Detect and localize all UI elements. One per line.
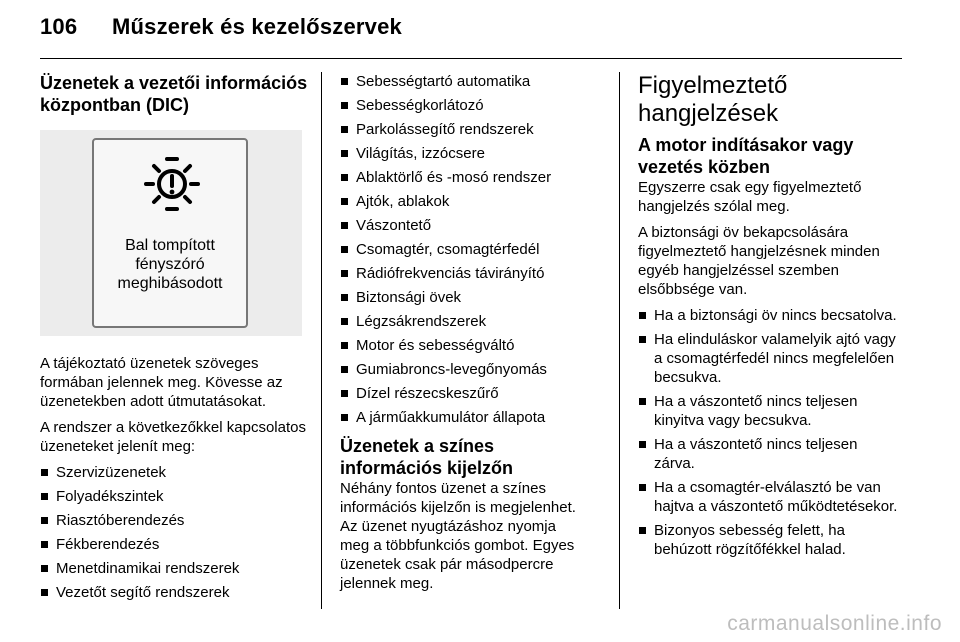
list-item: Világítás, izzócsere <box>340 144 580 163</box>
list-item: Csomagtér, csomagtérfedél <box>340 240 580 259</box>
list-item: Biztonsági övek <box>340 288 580 307</box>
header-rule <box>40 58 902 59</box>
column-3 <box>638 72 902 564</box>
column-2 <box>340 72 580 600</box>
list-item: Légzsákrendszerek <box>340 312 580 331</box>
chime-condition-list <box>638 306 902 559</box>
list-item: Ha a csomagtér-elválasztó be van hajtva a vászontető működtetésekor. <box>638 478 902 516</box>
list-item: Folyadékszintek <box>40 487 310 506</box>
message-category-list-cont <box>340 72 580 427</box>
list-item: A járműakkumulátor állapota <box>340 408 580 427</box>
paragraph: A tájékoztató üzenetek szöveges formában jelennek meg. Kövesse az üzenetekben adott útmutatásokat. <box>40 355 283 410</box>
watermark: carmanualsonline.info <box>727 612 942 635</box>
list-item: Rádiófrekvenciás távirányító <box>340 264 580 283</box>
list-item: Bizonyos sebesség felett, ha behúzott rögzítőfékkel halad. <box>638 521 902 559</box>
list-item: Ha a vászontető nincs teljesen zárva. <box>638 435 902 473</box>
dic-display-text <box>94 236 246 293</box>
page-header <box>40 14 402 40</box>
list-item: Ha a biztonsági öv nincs becsatolva. <box>638 306 902 325</box>
dic-heading: Üzenetek a vezetői információs központban (DIC) <box>40 73 308 115</box>
display-line: Bal tompított <box>125 237 215 254</box>
display-line: meghibásodott <box>117 275 223 292</box>
paragraph: A rendszer a következőkkel kapcsolatos üzeneteket jelenít meg: <box>40 419 306 455</box>
column-1 <box>40 72 310 607</box>
list-item: Gumiabroncs-levegőnyomás <box>340 360 580 379</box>
display-line: fényszóró <box>135 256 205 273</box>
list-item: Szervizüzenetek <box>40 463 310 482</box>
list-item: Dízel részecskeszűrő <box>340 384 580 403</box>
list-item: Ajtók, ablakok <box>340 192 580 211</box>
list-item: Ha a vászontető nincs teljesen kinyitva vagy becsukva. <box>638 392 902 430</box>
column-divider-2 <box>619 72 620 609</box>
list-item: Menetdinamikai rendszerek <box>40 559 310 578</box>
dic-display <box>92 138 248 328</box>
page-number: 106 <box>40 14 78 39</box>
paragraph: Egyszerre csak egy figyelmeztető hangjelzés szólal meg. <box>638 179 862 215</box>
list-item: Vezetőt segítő rendszerek <box>40 583 310 602</box>
warning-chimes-heading: Figyelmeztető hangjelzések <box>638 72 788 127</box>
list-item: Sebességkorlátozó <box>340 96 580 115</box>
light-fault-icon <box>140 154 204 214</box>
list-item: Ablaktörlő és -mosó rendszer <box>340 168 580 187</box>
warning-chimes-subheading: A motor indításakor vagy vezetés közben <box>638 135 854 177</box>
page-title: Műszerek és kezelőszervek <box>112 14 402 39</box>
list-item: Sebességtartó automatika <box>340 72 580 91</box>
paragraph: A biztonsági öv bekapcsolására figyelmeztető hangjelzésnek minden egyéb hangjelzéssel szemben elsőbbsége van. <box>638 224 880 298</box>
list-item: Motor és sebességváltó <box>340 336 580 355</box>
list-item: Vászontető <box>340 216 580 235</box>
dic-figure <box>40 130 302 336</box>
paragraph: Néhány fontos üzenet a színes információs kijelzőn is megjelenhet. Az üzenet nyugtázáshoz nyomja meg a többfunkciós gombot. Egyes üzenetek csak pár másodpercre jelennek meg. <box>340 480 576 592</box>
list-item: Parkolássegítő rendszerek <box>340 120 580 139</box>
list-item: Fékberendezés <box>40 535 310 554</box>
list-item: Ha elinduláskor valamelyik ajtó vagy a csomagtérfedél nincs megfelelően becsukva. <box>638 330 902 387</box>
message-category-list <box>40 463 310 602</box>
color-display-heading: Üzenetek a színes információs kijelzőn <box>340 436 514 478</box>
list-item: Riasztóberendezés <box>40 511 310 530</box>
column-divider-1 <box>321 72 322 609</box>
